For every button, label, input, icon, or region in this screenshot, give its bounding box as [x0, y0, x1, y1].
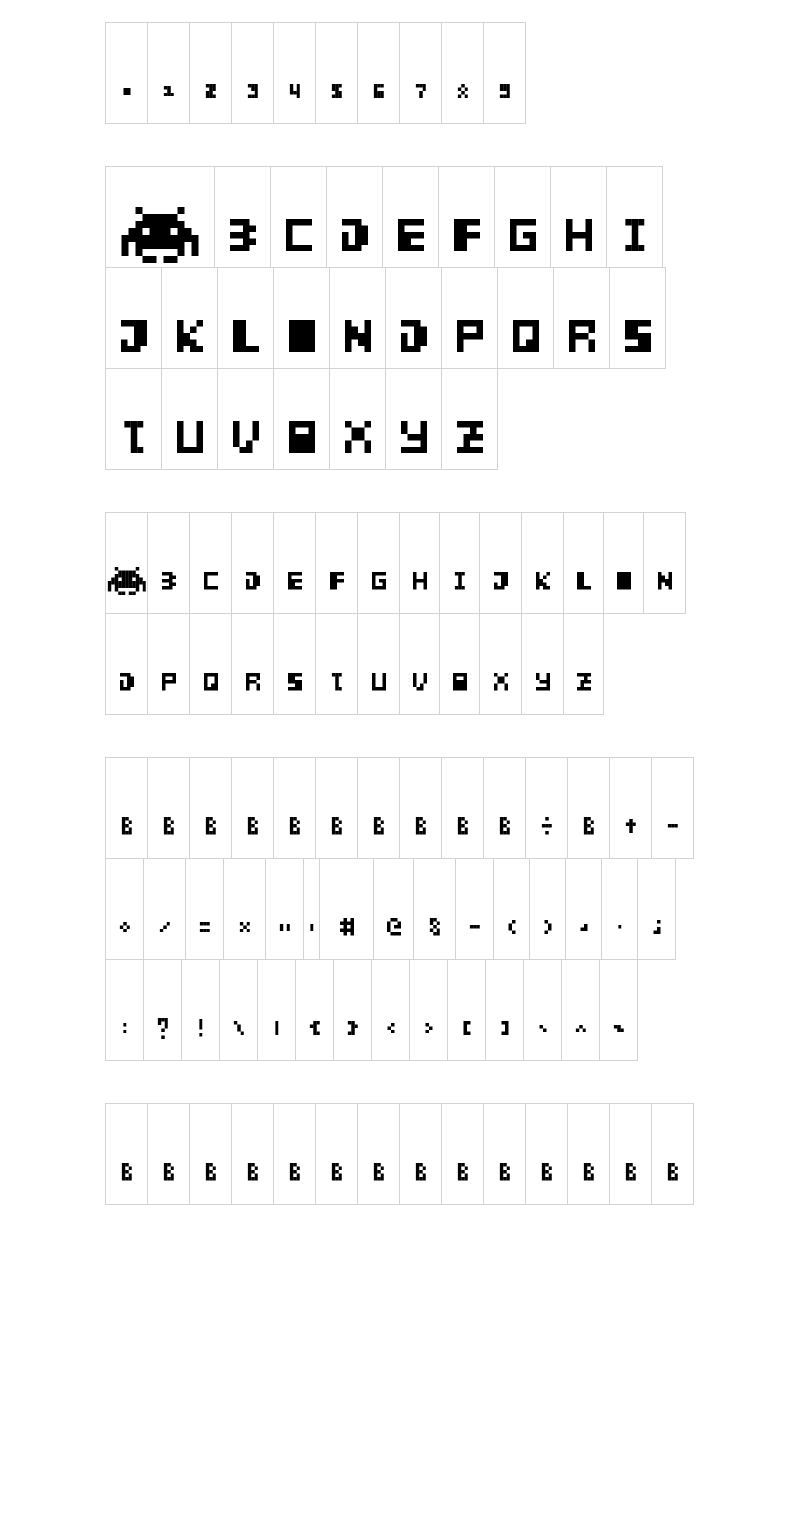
glyph-cell — [441, 267, 498, 369]
glyph-cell — [105, 166, 215, 268]
glyph-cell — [563, 613, 604, 715]
glyph-cell — [257, 959, 296, 1061]
glyph-preview — [233, 320, 259, 353]
glyph-cell — [273, 757, 316, 859]
glyph-cell — [357, 613, 400, 715]
glyph-cell — [441, 368, 498, 470]
glyph-cell — [567, 757, 610, 859]
glyph-cell — [565, 858, 602, 960]
glyph-cell — [295, 959, 334, 1061]
glyph-cell — [483, 1103, 526, 1205]
glyph-preview — [247, 1163, 258, 1181]
glyph-cell — [273, 368, 330, 470]
glyph-preview — [309, 1021, 320, 1035]
glyph-preview — [415, 84, 426, 98]
glyph-cell — [185, 858, 224, 960]
glyph-cell — [455, 858, 494, 960]
glyph-preview — [330, 572, 344, 590]
glyph-cell — [181, 959, 220, 1061]
glyph-preview — [401, 421, 427, 454]
glyph-cell — [189, 22, 232, 124]
glyph-cell — [529, 858, 566, 960]
glyph-cell — [189, 512, 232, 614]
glyph-preview — [331, 1163, 342, 1181]
glyph-cell — [479, 613, 522, 715]
glyph-preview — [199, 922, 210, 933]
glyph-preview — [625, 320, 651, 353]
glyph-preview — [625, 819, 636, 833]
glyph-preview — [536, 673, 550, 691]
glyph-preview — [372, 673, 386, 691]
glyph-preview — [159, 922, 170, 933]
glyph-preview — [289, 84, 300, 98]
glyph-cell — [273, 22, 316, 124]
glyph-cell — [525, 757, 568, 859]
glyph-preview — [401, 320, 427, 353]
glyph-cell — [550, 166, 607, 268]
glyph-preview — [569, 320, 595, 353]
glyph-cell — [105, 267, 162, 369]
glyph-cell — [329, 368, 386, 470]
glyph-cell — [143, 959, 182, 1061]
glyph-cell — [315, 1103, 358, 1205]
glyph-preview — [121, 1163, 132, 1181]
glyph-preview — [457, 320, 483, 353]
glyph-cell — [479, 512, 522, 614]
glyph-preview — [457, 1163, 468, 1181]
glyph-preview — [373, 1163, 384, 1181]
glyph-preview — [205, 817, 216, 835]
glyph-cell — [105, 757, 148, 859]
glyph-preview — [457, 421, 483, 454]
glyph-preview — [387, 1023, 394, 1034]
glyph-preview — [124, 421, 144, 454]
glyph-preview — [575, 1025, 586, 1032]
glyph-cell — [105, 1103, 148, 1205]
glyph-cell — [609, 267, 666, 369]
glyph-cell — [525, 1103, 568, 1205]
glyph-cell — [189, 757, 232, 859]
glyph-cell — [521, 512, 564, 614]
glyph-preview — [580, 924, 587, 931]
glyph-preview — [279, 924, 290, 931]
glyph-preview — [247, 84, 258, 98]
glyph-preview — [119, 922, 130, 933]
glyph-cell — [483, 757, 526, 859]
glyph-cell — [265, 858, 304, 960]
glyph-preview — [510, 219, 536, 252]
glyph-cell — [399, 22, 442, 124]
glyph-cell — [651, 757, 694, 859]
glyph-cell — [189, 613, 232, 715]
glyph-preview — [239, 922, 250, 933]
glyph-preview — [494, 673, 508, 691]
glyph-preview — [122, 207, 199, 263]
glyph-cell — [143, 858, 186, 960]
glyph-cell — [147, 757, 190, 859]
glyph-cell — [357, 1103, 400, 1205]
glyph-preview — [347, 1021, 358, 1035]
glyph-cell — [567, 1103, 610, 1205]
glyph-preview — [625, 1163, 636, 1181]
glyph-preview — [246, 673, 260, 691]
glyph-cell — [273, 512, 316, 614]
glyph-preview — [123, 88, 130, 95]
glyph-preview — [163, 1163, 174, 1181]
glyph-cell — [329, 267, 386, 369]
glyph-preview — [577, 572, 591, 590]
glyph-preview — [162, 673, 176, 691]
glyph-cell — [485, 959, 524, 1061]
glyph-cell — [603, 512, 644, 614]
glyph-preview — [469, 925, 480, 929]
glyph-cell — [333, 959, 372, 1061]
glyph-preview — [204, 673, 218, 691]
glyph-cell — [385, 267, 442, 369]
glyph-preview — [617, 572, 631, 590]
glyph-cell — [357, 22, 400, 124]
glyph-preview — [121, 320, 147, 353]
glyph-cell — [399, 757, 442, 859]
glyph-cell — [217, 368, 274, 470]
glyph-cell — [651, 1103, 694, 1205]
glyph-cell — [161, 368, 218, 470]
glyph-preview — [275, 1021, 279, 1035]
glyph-preview — [463, 1021, 470, 1035]
glyph-cell — [483, 22, 526, 124]
glyph-preview — [499, 84, 510, 98]
glyph-preview — [583, 1163, 594, 1181]
glyph-cell — [439, 613, 480, 715]
glyph-preview — [177, 421, 203, 454]
glyph-cell — [399, 1103, 442, 1205]
glyph-preview — [613, 1025, 624, 1032]
glyph-cell — [105, 959, 144, 1061]
glyph-cell — [315, 512, 358, 614]
glyph-preview — [373, 84, 384, 98]
glyph-cell — [315, 613, 358, 715]
glyph-preview — [162, 572, 176, 590]
glyph-preview — [415, 817, 426, 835]
glyph-preview — [331, 673, 342, 691]
glyph-preview — [454, 572, 465, 590]
glyph-preview — [667, 824, 678, 828]
glyph-cell — [326, 166, 383, 268]
glyph-preview — [453, 673, 467, 691]
glyph-preview — [177, 320, 203, 353]
glyph-preview — [372, 572, 386, 590]
glyph-cell — [161, 267, 218, 369]
glyph-cell — [357, 757, 400, 859]
glyph-cell — [399, 613, 440, 715]
glyph-cell — [315, 757, 358, 859]
glyph-preview — [123, 1023, 127, 1034]
glyph-preview — [163, 86, 174, 97]
glyph-cell — [399, 512, 440, 614]
glyph-cell — [609, 1103, 652, 1205]
glyph-preview — [289, 421, 315, 454]
glyph-cell — [553, 267, 610, 369]
glyph-preview — [288, 673, 302, 691]
glyph-preview — [398, 219, 424, 252]
glyph-cell — [447, 959, 486, 1061]
glyph-preview — [345, 320, 371, 353]
glyph-preview — [413, 673, 427, 691]
glyph-preview — [513, 320, 539, 353]
glyph-cell — [371, 959, 410, 1061]
glyph-preview — [342, 219, 368, 252]
glyph-cell — [609, 757, 652, 859]
glyph-preview — [544, 920, 551, 934]
glyph-cell — [601, 858, 638, 960]
glyph-preview — [247, 817, 258, 835]
glyph-cell — [223, 858, 266, 960]
glyph-cell — [189, 1103, 232, 1205]
glyph-preview — [577, 673, 591, 691]
glyph-preview — [457, 84, 468, 98]
glyph-preview — [288, 572, 302, 590]
glyph-cell — [643, 512, 686, 614]
glyph-cell — [147, 22, 190, 124]
glyph-preview — [289, 320, 315, 353]
glyph-cell — [413, 858, 456, 960]
glyph-cell — [147, 512, 190, 614]
glyph-preview — [163, 817, 174, 835]
glyph-cell — [273, 1103, 316, 1205]
glyph-cell — [219, 959, 258, 1061]
glyph-cell — [382, 166, 439, 268]
glyph-cell — [231, 757, 274, 859]
glyph-preview — [387, 918, 401, 936]
glyph-preview — [289, 817, 300, 835]
glyph-cell — [439, 512, 480, 614]
glyph-cell — [561, 959, 600, 1061]
glyph-cell — [105, 512, 148, 614]
glyph-cell — [231, 1103, 274, 1205]
glyph-cell — [105, 368, 162, 470]
glyph-preview — [658, 572, 672, 590]
glyph-cell — [563, 512, 604, 614]
glyph-cell — [303, 858, 320, 960]
glyph-preview — [204, 572, 218, 590]
glyph-preview — [415, 1163, 426, 1181]
glyph-cell — [523, 959, 562, 1061]
glyph-preview — [457, 817, 468, 835]
glyph-cell — [270, 166, 327, 268]
glyph-preview — [539, 1025, 546, 1032]
glyph-cell — [147, 1103, 190, 1205]
glyph-preview — [120, 673, 134, 691]
glyph-preview — [653, 920, 660, 934]
glyph-preview — [233, 421, 259, 454]
glyph-preview — [536, 572, 550, 590]
glyph-preview — [331, 817, 342, 835]
glyph-cell — [214, 166, 271, 268]
glyph-preview — [199, 1019, 203, 1037]
glyph-preview — [429, 918, 440, 936]
glyph-cell — [409, 959, 448, 1061]
glyph-cell — [357, 512, 400, 614]
glyph-cell — [105, 22, 148, 124]
glyph-preview — [508, 920, 515, 934]
glyph-cell — [606, 166, 663, 268]
glyph-preview — [340, 918, 354, 936]
glyph-preview — [157, 1018, 168, 1039]
glyph-cell — [231, 512, 274, 614]
glyph-preview — [205, 84, 216, 98]
glyph-preview — [541, 817, 552, 835]
glyph-preview — [289, 1163, 300, 1181]
glyph-preview — [667, 1163, 678, 1181]
glyph-preview — [583, 817, 594, 835]
glyph-cell — [231, 613, 274, 715]
glyph-cell — [438, 166, 495, 268]
glyph-preview — [618, 925, 622, 929]
glyph-preview — [413, 572, 427, 590]
glyph-cell — [493, 858, 530, 960]
glyph-preview — [107, 567, 146, 595]
glyph-cell — [494, 166, 551, 268]
glyph-cell — [599, 959, 638, 1061]
glyph-preview — [541, 1163, 552, 1181]
glyph-cell — [521, 613, 564, 715]
glyph-preview — [499, 1163, 510, 1181]
glyph-cell — [147, 613, 190, 715]
glyph-cell — [315, 22, 358, 124]
glyph-cell — [105, 858, 144, 960]
glyph-preview — [310, 924, 314, 931]
glyph-cell — [441, 757, 484, 859]
glyph-cell — [441, 1103, 484, 1205]
glyph-cell — [385, 368, 442, 470]
glyph-cell — [273, 267, 330, 369]
glyph-preview — [499, 817, 510, 835]
glyph-cell — [217, 267, 274, 369]
glyph-preview — [121, 817, 132, 835]
glyph-cell — [319, 858, 374, 960]
glyph-preview — [373, 817, 384, 835]
glyph-cell — [441, 22, 484, 124]
glyph-cell — [231, 22, 274, 124]
glyph-preview — [625, 219, 645, 252]
glyph-preview — [345, 421, 371, 454]
glyph-preview — [566, 219, 592, 252]
glyph-cell — [373, 858, 414, 960]
glyph-preview — [501, 1021, 508, 1035]
glyph-preview — [246, 572, 260, 590]
glyph-cell — [497, 267, 554, 369]
glyph-cell — [273, 613, 316, 715]
glyph-preview — [331, 84, 342, 98]
glyph-preview — [425, 1023, 432, 1034]
glyph-preview — [205, 1163, 216, 1181]
glyph-preview — [454, 219, 480, 252]
glyph-preview — [494, 572, 508, 590]
glyph-preview — [286, 219, 312, 252]
glyph-cell — [637, 858, 676, 960]
glyph-preview — [230, 219, 256, 252]
glyph-cell — [105, 613, 148, 715]
glyph-preview — [233, 1021, 244, 1035]
